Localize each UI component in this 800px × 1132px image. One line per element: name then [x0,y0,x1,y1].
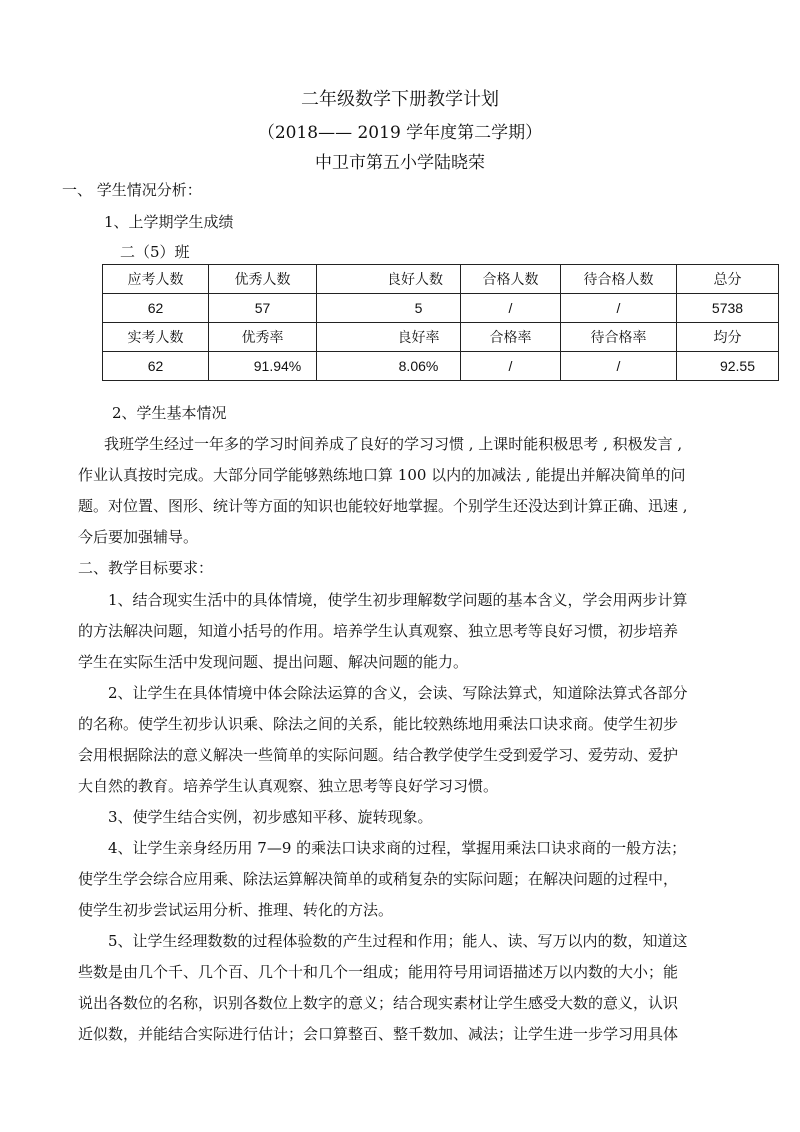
author-line: 中卫市第五小学陆晓荣 [315,153,485,173]
table-cell: 62 [103,294,209,323]
paragraph-line: 的名称。使学生初步认识乘、除法之间的关系，能比较熟练地用乘法口诀求商。使学生初步 [78,715,679,733]
table-cell: 8.06% [317,352,461,381]
table-cell: / [461,352,561,381]
table-row [103,323,779,352]
paragraph-line: 说出各数位的名称，识别各数位上数字的意义；结合现实素材让学生感受大数的意义，认识 [78,994,679,1012]
paragraph-line: 5、让学生经理数数的过程体验数的产生过程和作用；能人、读、写万以内的数，知道这 [108,932,688,950]
table-row [103,352,779,381]
section-2-heading: 二、教学目标要求： [78,559,214,577]
table-cell: / [561,352,677,381]
paragraph-line: 1、结合现实生活中的具体情境，使学生初步理解数学问题的基本含义，学会用两步计算 [108,591,688,609]
table-header-cell: 优秀率 [209,323,317,352]
table-header-cell: 总分 [677,265,779,294]
table-header-cell: 均分 [677,323,779,352]
table-header-cell: 合格人数 [461,265,561,294]
paragraph-line: 题。对位置、图形、统计等方面的知识也能较好地掌握。个别学生还没达到计算正确、迅速 , [78,497,688,515]
table-header-cell: 应考人数 [103,265,209,294]
paragraph-line: 些数是由几个千、几个百、几个十和几个一组成；能用符号用词语描述万以内数的大小；能 [78,963,679,981]
paragraph-line: 大自然的教育。培养学生认真观察、独立思考等良好学习习惯。 [78,777,499,795]
table-header-cell: 实考人数 [103,323,209,352]
subsection-2-heading: 2、学生基本情况 [112,404,227,422]
paragraph-line: 使学生学会综合应用乘、除法运算解决简单的或稍复杂的实际问题；在解决问题的过程中， [78,870,679,888]
paragraph-line: 我班学生经过一年多的学习时间养成了良好的学习习惯 , 上课时能积极思考 , 积极发言 , [104,435,683,453]
paragraph-line: 今后要加强辅导。 [78,528,199,546]
grades-table [102,264,779,381]
paragraph-line: 使学生初步尝试运用分析、推理、转化的方法。 [78,901,394,919]
class-label: 二（5）班 [120,243,190,261]
table-header-cell: 待合格率 [561,323,677,352]
paragraph-line: 近似数，并能结合实际进行估计；会口算整百、整千数加、减法；让学生进一步学习用具体 [78,1025,679,1043]
paragraph-line: 学生在实际生活中发现问题、提出问题、解决问题的能力。 [78,653,469,671]
school-year-line: （2018—— 2019 学年度第二学期） [257,123,543,143]
table-cell: 91.94% [209,352,317,381]
table-cell: / [461,294,561,323]
subsection-1-heading: 1、上学期学生成绩 [104,213,234,231]
table-row [103,294,779,323]
table-header-cell: 合格率 [461,323,561,352]
paragraph-line: 4、让学生亲身经历用 7—9 的乘法口诀求商的过程，掌握用乘法口诀求商的一般方法； [108,839,687,857]
paragraph-line: 作业认真按时完成。大部分同学能够熟练地口算 100 以内的加减法 , 能提出并解决简单的问 [78,466,686,484]
paragraph-line: 会用根据除法的意义解决一些简单的实际问题。结合教学使学生受到爱学习、爱劳动、爱护 [78,746,679,764]
table-cell: 57 [209,294,317,323]
section-1-heading: 一、 学生情况分析： [62,181,202,199]
paragraph-line: 3、使学生结合实例，初步感知平移、旋转现象。 [108,808,433,826]
paragraph-line: 2、让学生在具体情境中体会除法运算的含义，会读、写除法算式，知道除法算式各部分 [108,684,688,702]
document-title: 二年级数学下册教学计划 [301,89,499,110]
table-header-cell: 良好人数 [317,265,461,294]
table-header-cell: 待合格人数 [561,265,677,294]
table-header-cell: 良好率 [317,323,461,352]
table-cell: 5 [317,294,461,323]
table-cell: 5738 [677,294,779,323]
table-cell: 62 [103,352,209,381]
paragraph-line: 的方法解决问题，知道小括号的作用。培养学生认真观察、独立思考等良好习惯，初步培养 [78,622,679,640]
table-cell: 92.55 [677,352,779,381]
table-cell: / [561,294,677,323]
table-header-cell: 优秀人数 [209,265,317,294]
table-row [103,265,779,294]
